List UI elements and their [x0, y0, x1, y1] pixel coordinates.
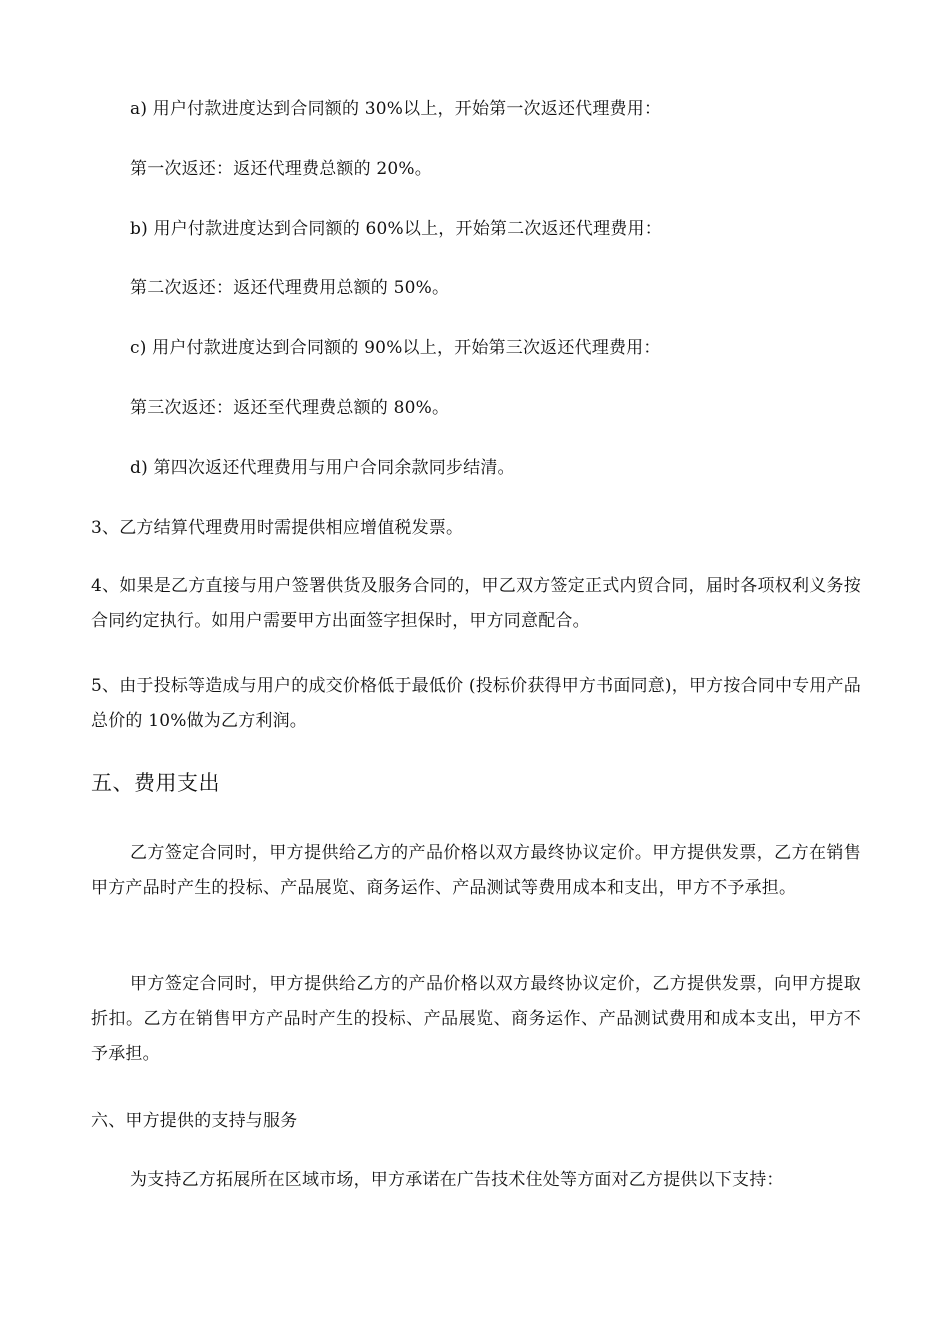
clause-5: 5、由于投标等造成与用户的成交价格低于最低价 (投标价获得甲方书面同意)，甲方按合同中专用产品总价的 10%做为乙方利润。 — [91, 676, 861, 731]
section-5-title: 五、费用支出 — [91, 771, 220, 795]
item-a-return: 第一次返还：返还代理费总额的 20%。 — [130, 159, 432, 179]
section-5-paragraph-2: 甲方签定合同时，甲方提供给乙方的产品价格以双方最终协议定价，乙方提供发票，向甲方提取折扣。乙方在销售甲方产品时产生的投标、产品展览、商务运作、产品测试费用和成本支出，甲方不予承担。 — [91, 974, 861, 1064]
clause-3: 3、乙方结算代理费用时需提供相应增值税发票。 — [91, 518, 464, 538]
item-d: d) 第四次返还代理费用与用户合同余款同步结清。 — [130, 458, 515, 478]
clause-4: 4、如果是乙方直接与用户签署供货及服务合同的，甲乙双方签定正式内贸合同，届时各项权利义务按合同约定执行。如用户需要甲方出面签字担保时，甲方同意配合。 — [91, 576, 861, 631]
section-5-paragraph-1: 乙方签定合同时，甲方提供给乙方的产品价格以双方最终协议定价。甲方提供发票，乙方在销售甲方产品时产生的投标、产品展览、商务运作、产品测试等费用成本和支出，甲方不予承担。 — [91, 843, 861, 898]
item-a: a) 用户付款进度达到合同额的 30%以上，开始第一次返还代理费用： — [130, 99, 662, 119]
section-6-title: 六、甲方提供的支持与服务 — [91, 1111, 298, 1131]
section-6-paragraph-1: 为支持乙方拓展所在区域市场，甲方承诺在广告技术住处等方面对乙方提供以下支持： — [130, 1170, 784, 1190]
item-c: c) 用户付款进度达到合同额的 90%以上，开始第三次返还代理费用： — [130, 338, 661, 358]
item-b: b) 用户付款进度达到合同额的 60%以上，开始第二次返还代理费用： — [130, 219, 662, 239]
item-c-return: 第三次返还：返还至代理费总额的 80%。 — [130, 398, 450, 418]
item-b-return: 第二次返还：返还代理费用总额的 50%。 — [130, 278, 450, 298]
